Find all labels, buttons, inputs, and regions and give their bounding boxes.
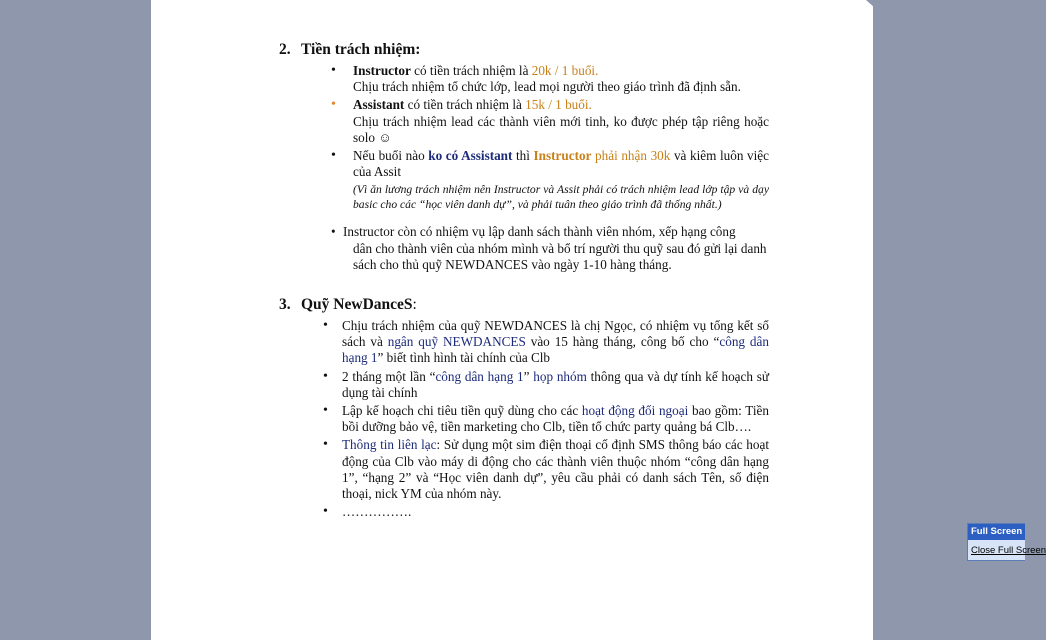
- close-full-screen-button[interactable]: Close Full Screen: [971, 545, 1046, 556]
- full-screen-toolbar: [967, 523, 1046, 561]
- page-corner-fold: [866, 0, 884, 16]
- full-screen-button[interactable]: Full Screen: [968, 524, 1025, 540]
- list-item: • Instructor có tiền trách nhiệm là 20k / 1 buổi. Chịu trách nhiệm tổ chức lớp, lead mọi người theo giáo trình đã định sẵn.: [279, 63, 769, 95]
- section-2-list: [279, 63, 769, 212]
- list-item: • Lập kế hoạch chi tiêu tiền quỹ dùng cho các hoạt động đối ngoại bao gồm: Tiền bồi dưỡng bảo vệ, tiền marketing cho Clb, tiền tổ chức party quảng bá Clb….: [279, 403, 769, 435]
- italic-note: (Vì ăn lương trách nhiệm nên Instructor và Assit phải có trách nhiệm lead lớp tập và dạy basic cho các “học viên danh dự”, và phải tuân theo giáo trình đã thống nhất.): [353, 183, 769, 212]
- section-3-list: [279, 318, 769, 520]
- section-2-heading: 2. Tiền trách nhiệm:: [279, 41, 421, 58]
- list-item: • Chịu trách nhiệm của quỹ NEWDANCES là chị Ngọc, có nhiệm vụ tổng kết sổ sách và ngân quỹ NEWDANCES vào 15 hàng tháng, công bố cho “công dân hạng 1” biết tình hình tài chính của Clb: [279, 318, 769, 367]
- list-item: • …………….: [279, 504, 769, 520]
- list-item: • Assistant có tiền trách nhiệm là 15k / 1 buổi. Chịu trách nhiệm lead các thành viên mới tinh, ko được phép tập riêng hoặc solo ☺: [279, 97, 769, 146]
- list-item: • 2 tháng một lần “công dân hạng 1” họp nhóm thông qua và dự tính kế hoạch sử dụng tài chính: [279, 369, 769, 401]
- list-item: • Nếu buổi nào ko có Assistant thì Instructor phải nhận 30k và kiêm luôn việc của Assit (Vì ăn lương trách nhiệm nên Instructor và Assit phải có trách nhiệm lead lớp tập và dạy basic cho các “học viên danh dự”, và phải tuân theo giáo trình đã thống nhất.): [279, 148, 769, 212]
- bullet: •: [331, 224, 336, 240]
- section-3-heading: 3. Quỹ NewDanceS:: [279, 296, 417, 314]
- list-item: • Thông tin liên lạc: Sử dụng một sim điện thoại cố định SMS thông báo các hoạt động của Clb vào máy di động cho các thành viên thuộc nhóm “công dân hạng 1”, “hạng 2” và “Học viên danh dự”, yêu cầu phải có danh sách Tên, số điện thoại, nick YM của nhóm này.: [279, 437, 769, 502]
- document-content: [279, 40, 769, 522]
- instructor-duty-paragraph: • Instructor còn có nhiệm vụ lập danh sách thành viên nhóm, xếp hạng công dân cho thành viên của nhóm mình và bổ trí người thu quỹ sau đó gửi lại danh sách cho thủ quỹ NEWDANCES vào ngày 1-10 hàng tháng.: [331, 224, 767, 272]
